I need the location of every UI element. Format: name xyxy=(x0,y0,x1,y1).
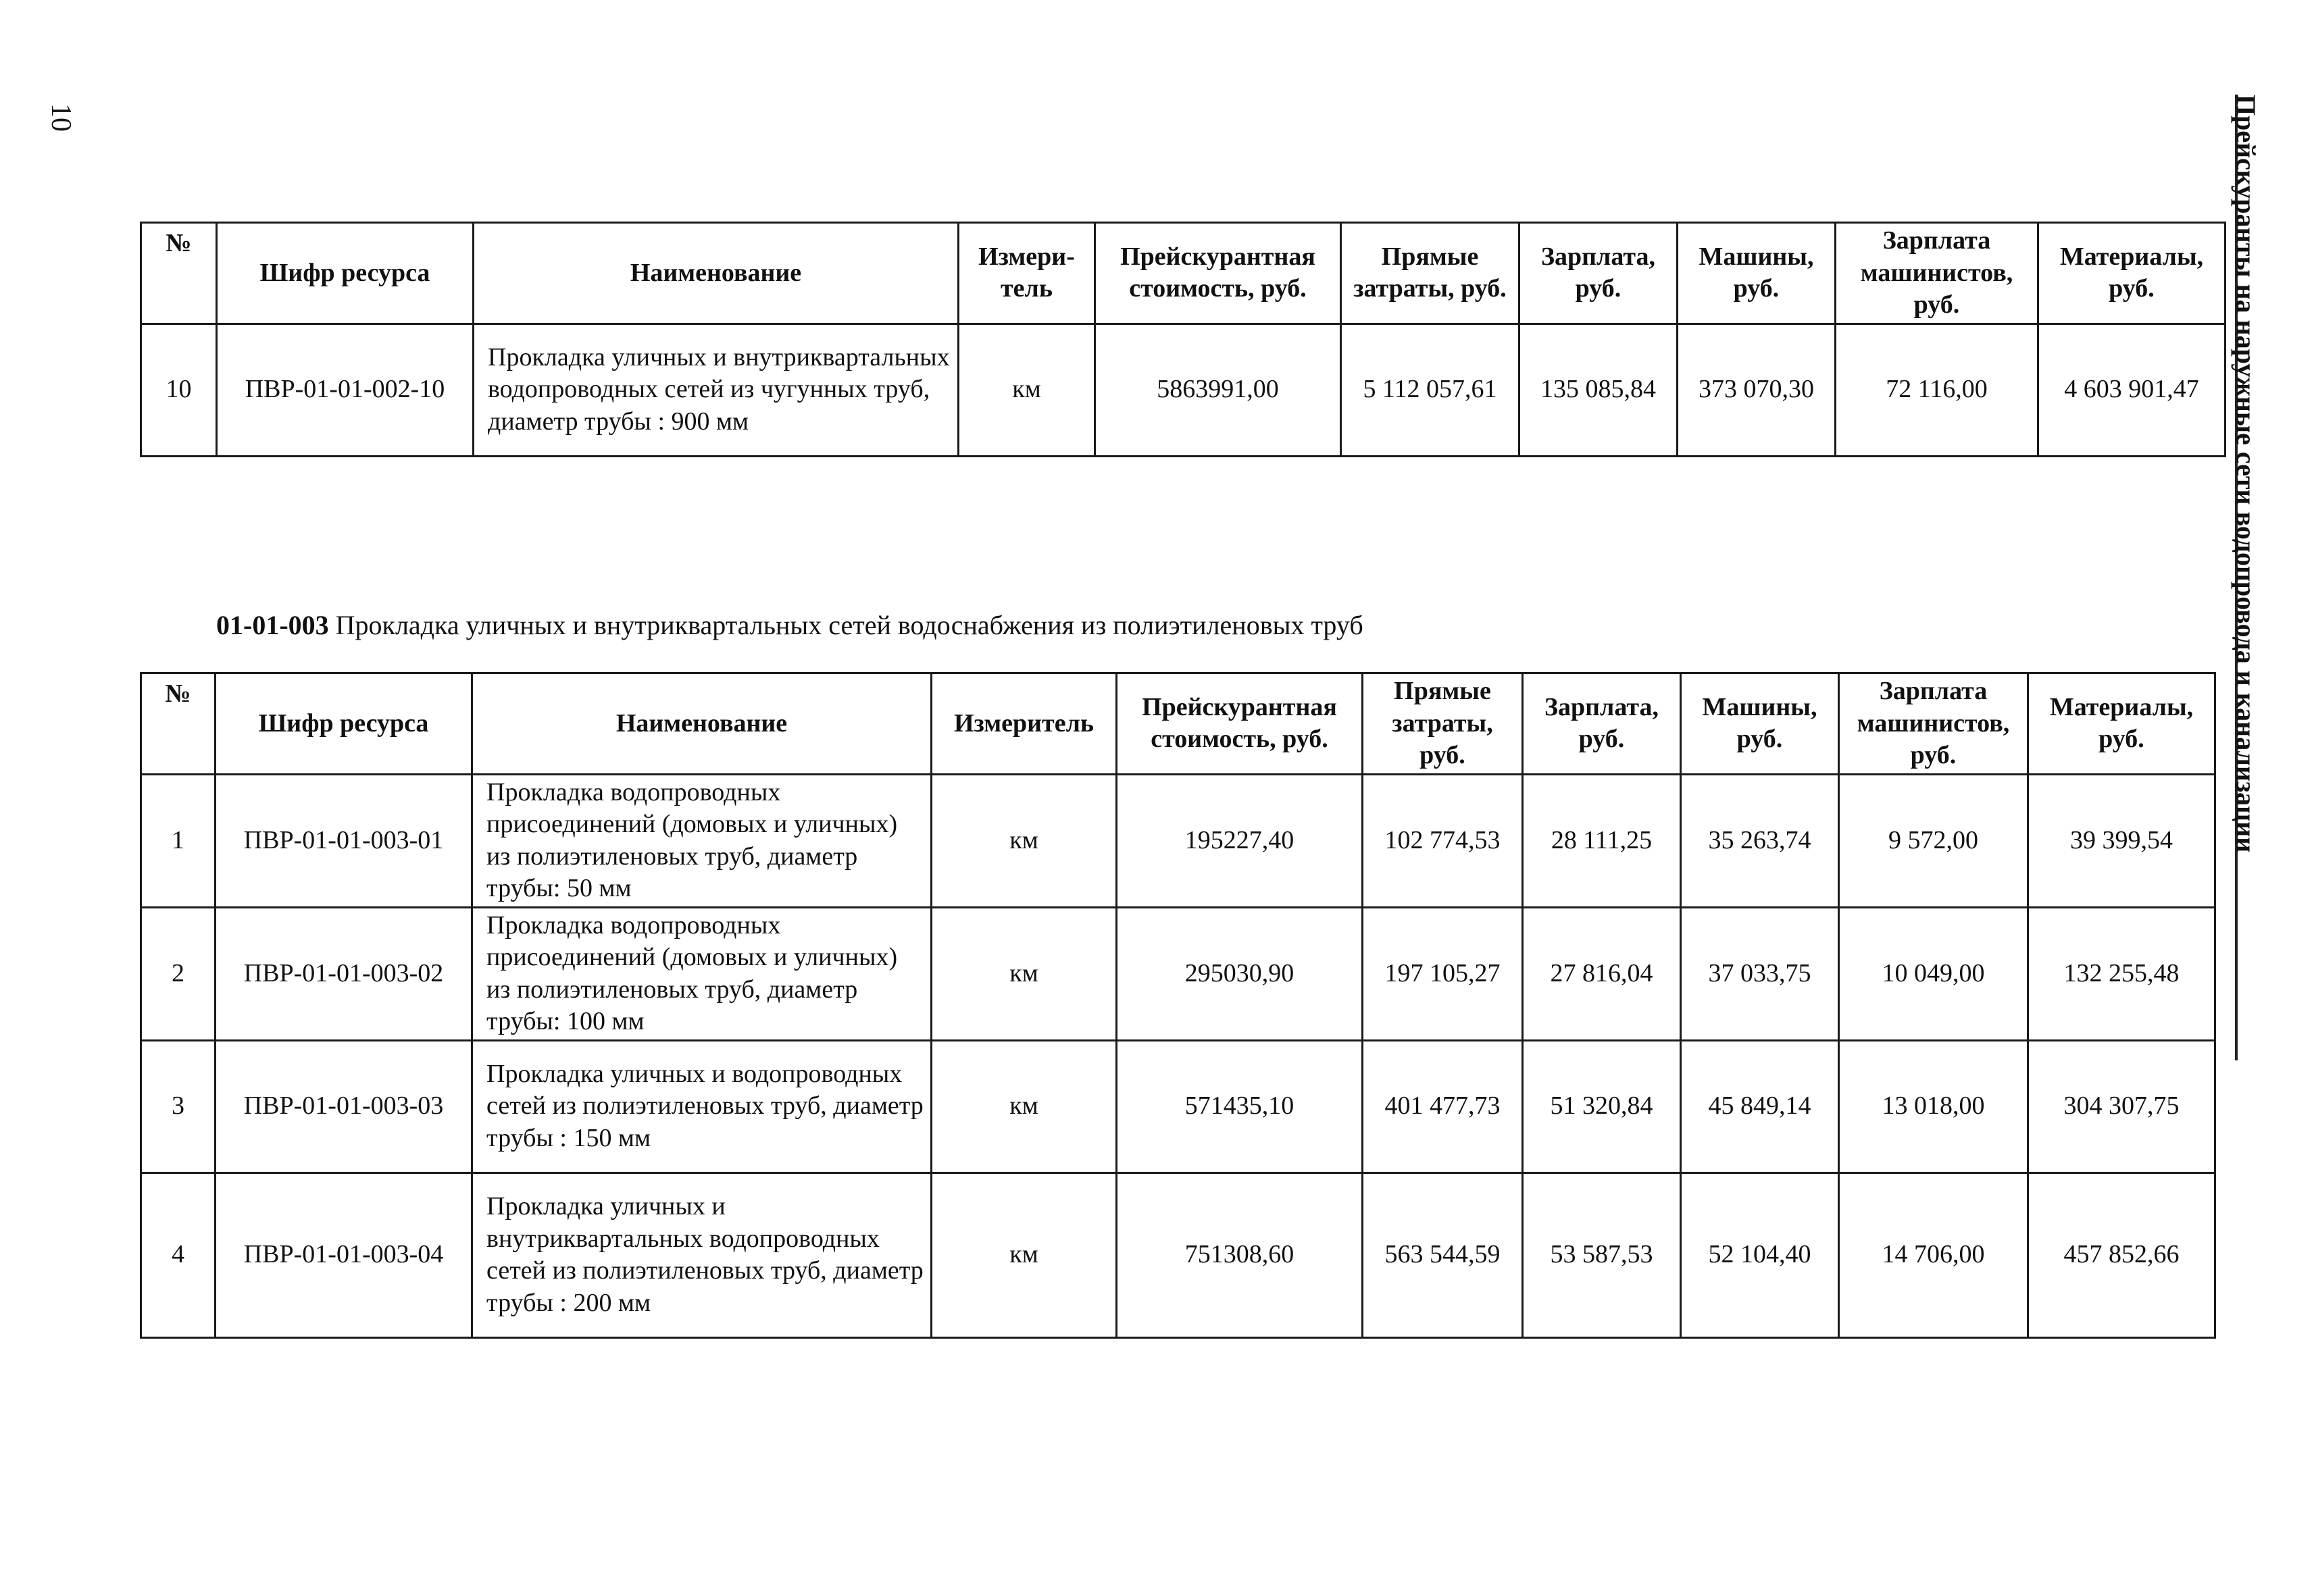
cell-operators-salary: 72 116,00 xyxy=(1836,324,2038,456)
cell-unit: км xyxy=(959,324,1095,456)
cell-operators-salary: 14 706,00 xyxy=(1839,1173,2028,1337)
cell-name: Прокладка уличных и внутриквартальных водопроводных сетей из чугунных труб, диаметр трубы : 900 мм xyxy=(474,324,959,456)
header-direct-costs: Прямые затраты, руб. xyxy=(1341,223,1519,324)
cell-machines: 35 263,74 xyxy=(1681,774,1839,907)
header-machines: Машины, руб. xyxy=(1678,223,1836,324)
cell-code: ПВР-01-01-002-10 xyxy=(217,324,474,456)
header-operators-salary: Зарплата машинистов, руб. xyxy=(1839,673,2028,775)
cell-materials: 4 603 901,47 xyxy=(2038,324,2225,456)
cell-code: ПВР-01-01-003-01 xyxy=(216,774,472,907)
cell-direct-costs: 197 105,27 xyxy=(1363,907,1523,1040)
header-operators-salary: Зарплата машинистов, руб. xyxy=(1836,223,2038,324)
section-heading xyxy=(216,609,1363,641)
cell-salary: 27 816,04 xyxy=(1523,907,1681,1040)
cell-name: Прокладка водопроводных присоединений (домовых и уличных) из полиэтиленовых труб, диаметр трубы: 50 мм xyxy=(472,774,932,907)
cell-price: 5863991,00 xyxy=(1095,324,1341,456)
header-code: Шифр ресурса xyxy=(217,223,474,324)
cell-salary: 51 320,84 xyxy=(1523,1040,1681,1173)
header-price: Прейскурантная стоимость, руб. xyxy=(1117,673,1363,775)
cell-direct-costs: 401 477,73 xyxy=(1363,1040,1523,1173)
header-unit: Измеритель xyxy=(932,673,1117,775)
cell-unit: км xyxy=(932,774,1117,907)
cell-name: Прокладка уличных и внутриквартальных водопроводных сетей из полиэтиленовых труб, диаметр трубы : 200 мм xyxy=(472,1173,932,1337)
header-unit: Измери-тель xyxy=(959,223,1095,324)
cell-name: Прокладка водопроводных присоединений (домовых и уличных) из полиэтиленовых труб, диаметр трубы: 100 мм xyxy=(472,907,932,1040)
cell-unit: км xyxy=(932,1040,1117,1173)
header-materials: Материалы, руб. xyxy=(2028,673,2215,775)
header-name: Наименование xyxy=(472,673,932,775)
header-code: Шифр ресурса xyxy=(216,673,472,775)
cell-direct-costs: 563 544,59 xyxy=(1363,1173,1523,1337)
cell-price: 751308,60 xyxy=(1117,1173,1363,1337)
header-machines: Машины, руб. xyxy=(1681,673,1839,775)
cell-name: Прокладка уличных и водопроводных сетей из полиэтиленовых труб, диаметр трубы : 150 мм xyxy=(472,1040,932,1173)
cell-code: ПВР-01-01-003-03 xyxy=(216,1040,472,1173)
header-no: № xyxy=(141,223,217,324)
header-direct-costs: Прямые затраты, руб. xyxy=(1363,673,1523,775)
cell-salary: 28 111,25 xyxy=(1523,774,1681,907)
page-number: 10 xyxy=(45,103,76,132)
table-header-row xyxy=(141,223,2225,324)
price-table-01-01-002 xyxy=(140,222,2226,457)
table-row xyxy=(141,907,2215,1040)
table-row xyxy=(141,1040,2215,1173)
cell-operators-salary: 13 018,00 xyxy=(1839,1040,2028,1173)
cell-materials: 132 255,48 xyxy=(2028,907,2215,1040)
section-title: Прокладка уличных и внутриквартальных сетей водоснабжения из полиэтиленовых труб xyxy=(335,610,1363,640)
cell-direct-costs: 102 774,53 xyxy=(1363,774,1523,907)
cell-unit: км xyxy=(932,907,1117,1040)
cell-price: 195227,40 xyxy=(1117,774,1363,907)
header-no: № xyxy=(141,673,216,775)
cell-price: 571435,10 xyxy=(1117,1040,1363,1173)
cell-salary: 53 587,53 xyxy=(1523,1173,1681,1337)
table-row xyxy=(141,774,2215,907)
cell-code: ПВР-01-01-003-04 xyxy=(216,1173,472,1337)
price-table-01-01-003 xyxy=(140,672,2216,1339)
cell-machines: 37 033,75 xyxy=(1681,907,1839,1040)
running-header-text: Прейскуранты на наружные сети водопровода и канализации xyxy=(2231,95,2261,853)
cell-materials: 39 399,54 xyxy=(2028,774,2215,907)
cell-operators-salary: 10 049,00 xyxy=(1839,907,2028,1040)
cell-no: 1 xyxy=(141,774,216,907)
running-header xyxy=(2231,95,2282,853)
cell-no: 10 xyxy=(141,324,217,456)
header-price: Прейскурантная стоимость, руб. xyxy=(1095,223,1341,324)
cell-direct-costs: 5 112 057,61 xyxy=(1341,324,1519,456)
cell-materials: 304 307,75 xyxy=(2028,1040,2215,1173)
cell-code: ПВР-01-01-003-02 xyxy=(216,907,472,1040)
cell-operators-salary: 9 572,00 xyxy=(1839,774,2028,907)
table-row xyxy=(141,324,2225,456)
cell-machines: 45 849,14 xyxy=(1681,1040,1839,1173)
header-salary: Зарплата, руб. xyxy=(1523,673,1681,775)
cell-no: 3 xyxy=(141,1040,216,1173)
section-code: 01-01-003 xyxy=(216,610,329,640)
cell-unit: км xyxy=(932,1173,1117,1337)
cell-salary: 135 085,84 xyxy=(1519,324,1678,456)
cell-machines: 373 070,30 xyxy=(1678,324,1836,456)
header-name: Наименование xyxy=(474,223,959,324)
cell-no: 4 xyxy=(141,1173,216,1337)
header-materials: Материалы, руб. xyxy=(2038,223,2225,324)
cell-materials: 457 852,66 xyxy=(2028,1173,2215,1337)
cell-no: 2 xyxy=(141,907,216,1040)
header-salary: Зарплата, руб. xyxy=(1519,223,1678,324)
cell-machines: 52 104,40 xyxy=(1681,1173,1839,1337)
cell-price: 295030,90 xyxy=(1117,907,1363,1040)
table-header-row xyxy=(141,673,2215,775)
table-row xyxy=(141,1173,2215,1337)
